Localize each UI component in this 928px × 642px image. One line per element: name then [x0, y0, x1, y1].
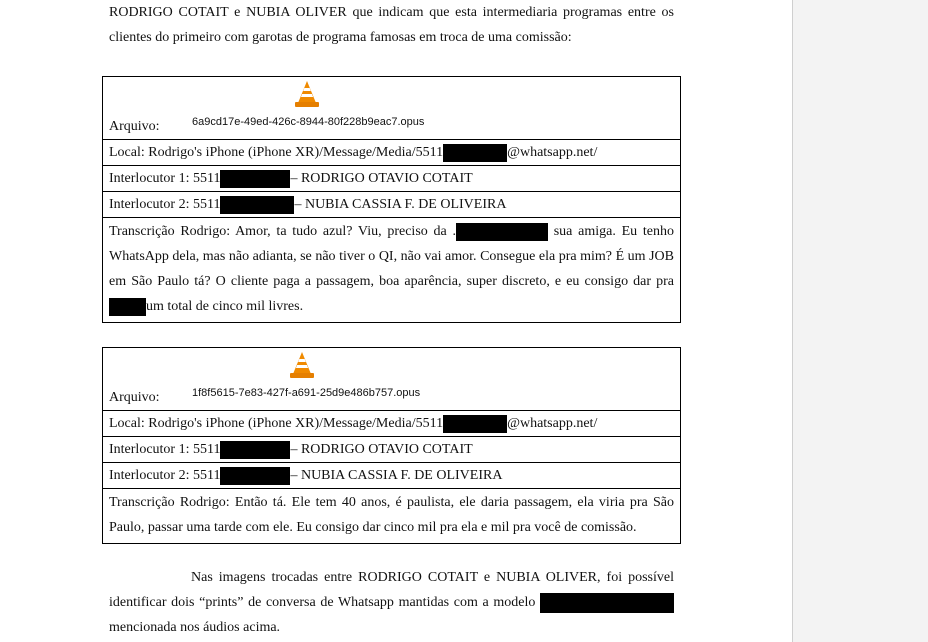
local-suffix: @whatsapp.net/: [507, 145, 598, 160]
interlocutor-1-prefix: Interlocutor 1: 5511: [109, 171, 221, 186]
redaction-bar: [443, 144, 507, 162]
redaction-bar: [443, 415, 507, 433]
local-row: [103, 139, 680, 165]
interlocutor-1-row: [103, 436, 680, 462]
redaction-bar: [456, 223, 548, 241]
file-row: [103, 77, 680, 139]
intro-paragraph: [109, 0, 674, 50]
local-row: [103, 410, 680, 436]
file-label: Arquivo:: [109, 119, 160, 134]
vlc-cone-icon[interactable]: [294, 79, 320, 109]
interlocutor-1-name: – RODRIGO OTAVIO COTAIT: [290, 171, 473, 186]
file-row: [103, 348, 680, 410]
outro-text: Nas imagens trocadas entre RODRIGO COTAIT e NUBIA OLIVER, foi possível identificar dois “prints” de conversa de Whatsapp mantidas com a modelo: [109, 570, 674, 610]
interlocutor-2-prefix: Interlocutor 2: 5511: [109, 197, 221, 212]
audio-filename[interactable]: 1f8f5615-7e83-427f-a691-25d9e486b757.opus: [192, 387, 421, 399]
audio-table-2: [102, 347, 681, 544]
audio-filename[interactable]: 6a9cd17e-49ed-426c-8944-80f228b9eac7.opus: [192, 116, 425, 128]
redaction-bar: [109, 298, 146, 316]
file-label: Arquivo:: [109, 390, 160, 405]
interlocutor-2-row: [103, 191, 680, 217]
transcription-text: Transcrição Rodrigo: Amor, ta tudo azul? Viu, preciso da .: [109, 224, 456, 239]
transcription-text: sua amiga. Eu tenho WhatsApp dela, mas não adianta, se não tiver o QI, não vai amor. Consegue ela pra mim? É um JOB em São Paulo tá? O cliente paga a passagem, boa aparência, super discreto, e eu consigo dar pra: [109, 224, 674, 289]
interlocutor-1-row: [103, 165, 680, 191]
interlocutor-1-name: – RODRIGO OTAVIO COTAIT: [290, 442, 473, 457]
local-suffix: @whatsapp.net/: [507, 416, 598, 431]
interlocutor-1-prefix: Interlocutor 1: 5511: [109, 442, 221, 457]
local-prefix: Local: Rodrigo's iPhone (iPhone XR)/Message/Media/5511: [109, 145, 444, 160]
interlocutor-2-prefix: Interlocutor 2: 5511: [109, 468, 221, 483]
transcription-row: [103, 217, 680, 322]
redaction-bar: [220, 467, 290, 485]
transcription-row: [103, 488, 680, 543]
transcription-text: Transcrição Rodrigo: Então tá. Ele tem 40 anos, é paulista, ele daria passagem, ela viria pra São Paulo, passar uma tarde com ele. Eu consigo dar cinco mil pra ela e mil pra você de comissão.: [109, 495, 674, 535]
interlocutor-2-name: – NUBIA CASSIA F. DE OLIVEIRA: [290, 468, 503, 483]
intro-text: RODRIGO COTAIT e NUBIA OLIVER que indicam que esta intermediaria programas entre os clientes do primeiro com garotas de programa famosas em troca de uma comissão:: [109, 5, 674, 45]
interlocutor-2-name: – NUBIA CASSIA F. DE OLIVEIRA: [294, 197, 507, 212]
transcription-text: um total de cinco mil livres.: [146, 299, 304, 314]
outro-text: mencionada nos áudios acima.: [109, 620, 281, 635]
redaction-bar: [220, 196, 294, 214]
vlc-cone-icon[interactable]: [289, 350, 315, 380]
interlocutor-2-row: [103, 462, 680, 488]
redaction-bar: [220, 170, 290, 188]
redaction-bar: [540, 593, 674, 613]
outro-paragraph: [109, 565, 674, 640]
redaction-bar: [220, 441, 290, 459]
local-prefix: Local: Rodrigo's iPhone (iPhone XR)/Message/Media/5511: [109, 416, 444, 431]
audio-table-1: [102, 76, 681, 323]
